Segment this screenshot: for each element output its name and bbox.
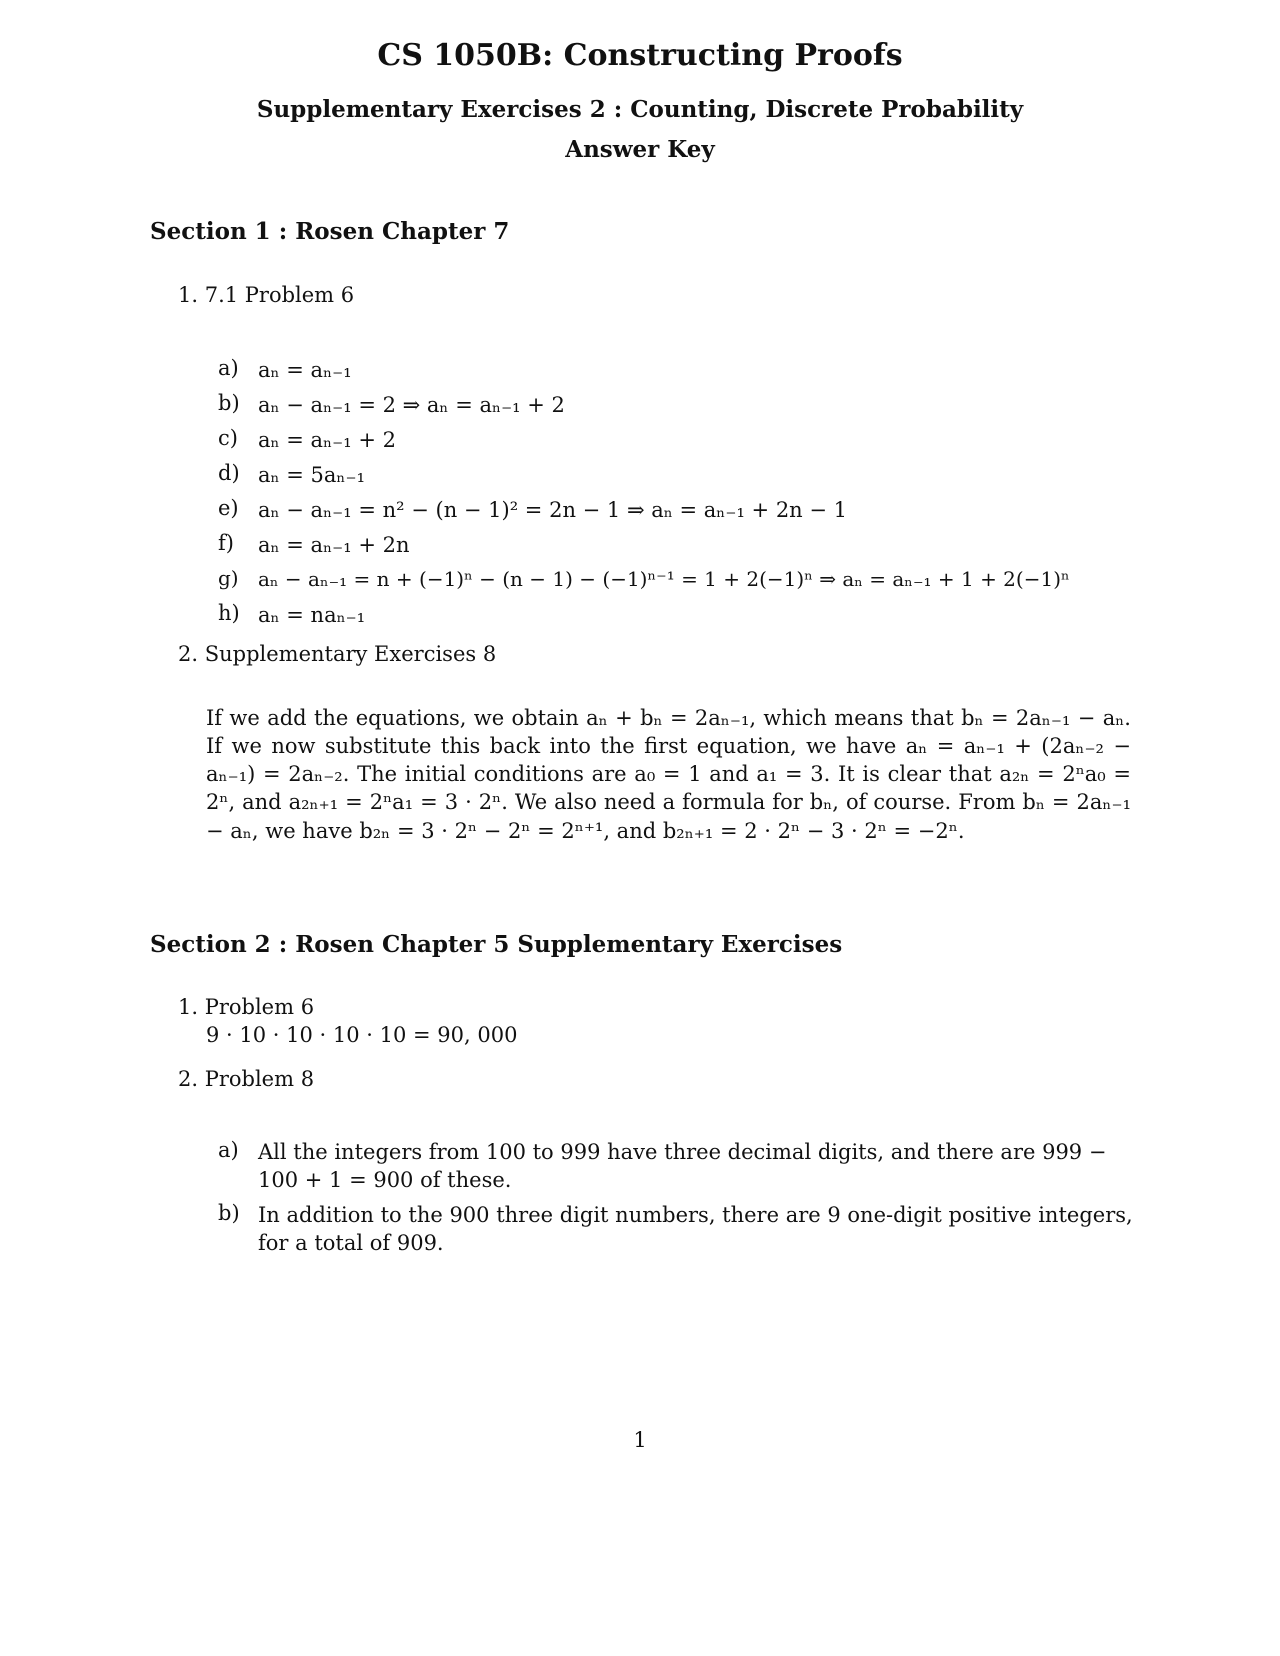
- section-2-heading: Section 2 : Rosen Chapter 5 Supplementary Exercises: [150, 931, 843, 958]
- part-label: b): [218, 1201, 240, 1225]
- page-number: 1: [633, 1428, 647, 1452]
- section-1-item-1-label: 1. 7.1 Problem 6: [178, 283, 355, 307]
- section-1-item-1-part-b: [218, 391, 1138, 419]
- section-1-item-2-solution: If we add the equations, we obtain aₙ + bₙ = 2aₙ₋₁, which means that bₙ = 2aₙ₋₁ − aₙ. If we now substitute this back into the first equation, we have aₙ = aₙ₋₁ + (2aₙ₋₂ − aₙ₋₁) = 2aₙ₋₂. The initial conditions are a₀ = 1 and a₁ = 3. It is clear that a₂ₙ = 2ⁿa₀ = 2ⁿ, and a₂ₙ₊₁ = 2ⁿa₁ = 3 · 2ⁿ. We also need a formula for bₙ, of course. From bₙ = 2aₙ₋₁ − aₙ, we have b₂ₙ = 3 · 2ⁿ − 2ⁿ = 2ⁿ⁺¹, and b₂ₙ₊₁ = 2 · 2ⁿ − 3 · 2ⁿ = −2ⁿ.: [206, 706, 1131, 843]
- section-2-item-1-label: 1. Problem 6: [178, 995, 315, 1019]
- section-1-item-2-label: 2. Supplementary Exercises 8: [178, 642, 497, 666]
- section-2-item-2-label: 2. Problem 8: [178, 1067, 315, 1091]
- section-2-item-2-part-b: [218, 1201, 1138, 1258]
- part-label: e): [218, 496, 239, 520]
- part-label: g): [218, 566, 239, 590]
- part-equation: aₙ = naₙ₋₁: [258, 603, 366, 627]
- part-label: h): [218, 601, 240, 625]
- section-1-item-1-part-c: [218, 426, 1138, 454]
- part-equation: aₙ = aₙ₋₁ + 2: [258, 428, 396, 452]
- part-equation: aₙ = 5aₙ₋₁: [258, 463, 366, 487]
- section-2-item-1-answer: 9 · 10 · 10 · 10 · 10 = 90, 000: [206, 1023, 518, 1047]
- part-label: c): [218, 426, 238, 450]
- document-title: CS 1050B: Constructing Proofs: [377, 38, 903, 73]
- part-label: f): [218, 531, 234, 555]
- part-equation: aₙ − aₙ₋₁ = 2 ⇒ aₙ = aₙ₋₁ + 2: [258, 393, 565, 417]
- part-equation: aₙ = aₙ₋₁ + 2n: [258, 533, 410, 557]
- part-equation: aₙ = aₙ₋₁: [258, 358, 352, 382]
- section-1-heading: Section 1 : Rosen Chapter 7: [150, 218, 510, 245]
- part-equation: aₙ − aₙ₋₁ = n² − (n − 1)² = 2n − 1 ⇒ aₙ = aₙ₋₁ + 2n − 1: [258, 498, 848, 522]
- section-1-item-1-part-g: [218, 566, 1168, 593]
- section-1-item-1-part-d: [218, 461, 1138, 489]
- section-2-item-2-part-a: [218, 1138, 1138, 1195]
- part-text: All the integers from 100 to 999 have three decimal digits, and there are 999 − 100 + 1 = 900 of these.: [258, 1140, 1107, 1193]
- answer-key-label: Answer Key: [565, 136, 715, 163]
- part-label: d): [218, 461, 240, 485]
- part-label: b): [218, 391, 240, 415]
- part-label: a): [218, 1138, 239, 1162]
- part-text: In addition to the 900 three digit numbers, there are 9 one-digit positive integers, for a total of 909.: [258, 1203, 1133, 1256]
- section-1-item-1-part-a: [218, 356, 1138, 384]
- section-1-item-1-part-e: [218, 496, 1138, 524]
- part-label: a): [218, 356, 239, 380]
- part-equation: aₙ − aₙ₋₁ = n + (−1)ⁿ − (n − 1) − (−1)ⁿ⁻¹ = 1 + 2(−1)ⁿ ⇒ aₙ = aₙ₋₁ + 1 + 2(−1)ⁿ: [258, 567, 1070, 591]
- document-subtitle: Supplementary Exercises 2 : Counting, Discrete Probability: [256, 96, 1024, 123]
- section-1-item-1-part-h: [218, 601, 1138, 629]
- section-1-item-1-part-f: [218, 531, 1138, 559]
